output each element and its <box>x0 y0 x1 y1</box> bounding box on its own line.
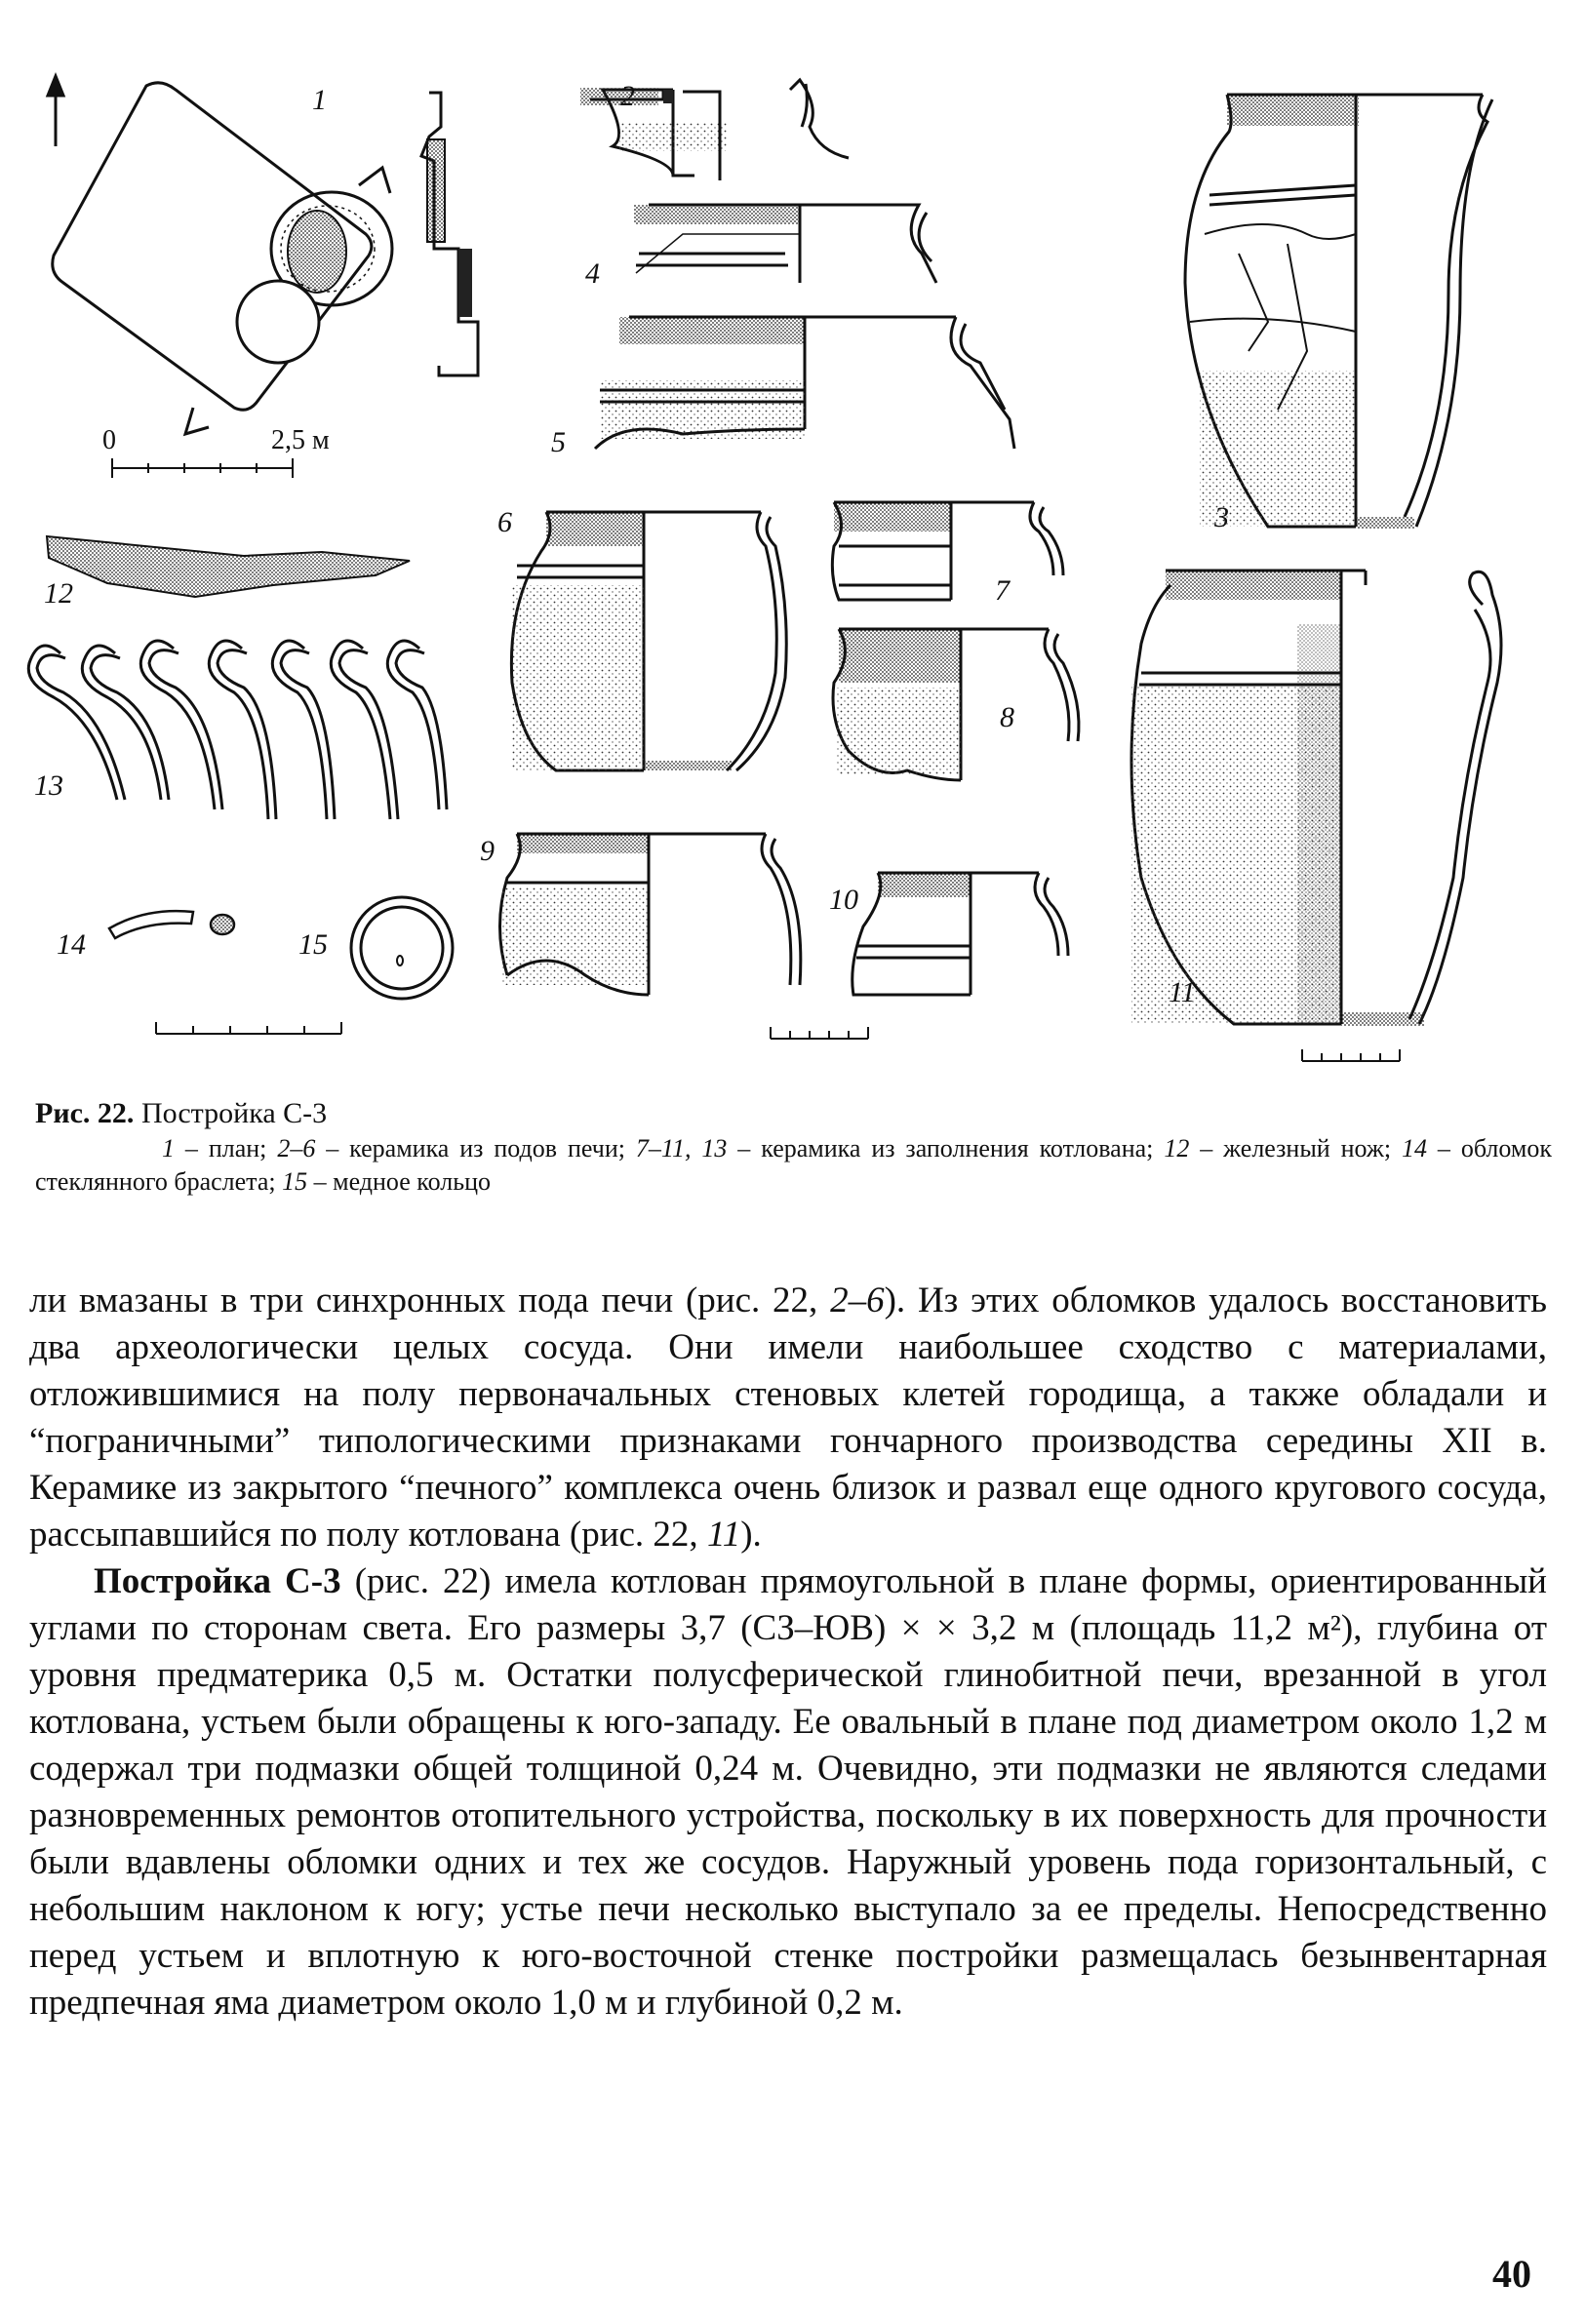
label-7: 7 <box>995 574 1010 607</box>
vessel-8 <box>833 629 1079 780</box>
page-number: 40 <box>1492 2252 1531 2296</box>
scale-bar-7-10 <box>771 1027 868 1039</box>
paragraph-text-run: ли вмазаны в три синхронных пода печи (рис. 22, <box>29 1280 831 1320</box>
caption-text-run: 15 <box>282 1167 308 1196</box>
knife-12 <box>47 536 410 597</box>
vessel-5 <box>595 317 1014 449</box>
label-9: 9 <box>480 835 495 867</box>
caption-text-run: – керамика из заполнения котлована; <box>727 1134 1165 1162</box>
vessel-3 <box>1185 95 1492 529</box>
label-6: 6 <box>497 506 512 538</box>
label-8: 8 <box>1000 701 1014 733</box>
paragraph-2 <box>29 1558 1547 2027</box>
caption-figure-number: Рис. 22. <box>35 1097 135 1129</box>
vessel-7 <box>832 502 1063 600</box>
paragraph-text-run: ). <box>740 1515 762 1555</box>
label-15: 15 <box>298 928 328 961</box>
label-2: 2 <box>620 80 635 112</box>
figure-22 <box>0 0 1586 1092</box>
paragraph-text-run: (рис. 22) имела котлован прямоугольной в плане формы, ориентированный углами по сторонам света. Его размеры 3,7 (СЗ–ЮВ) × × 3,2 м (площадь 11,2 м²), глубина от уровня предматерика 0,5 м. Остатки полусферической глинобитной печи, врезанной в угол котлована, устьем были обращены к юго-западу. Ее овальный в плане под диаметром около 1,2 м содержал три подмазки общей толщиной 0,24 м. Очевидно, эти подмазки не являются следами разновременных ремонтов отопительного устройства, поскольку в их поверхность для прочности были вдавлены обломки одних и тех же сосудов. Наружный уровень пода горизонтальный, с небольшим наклоном к югу; устье печи несколько выступало за ее пределы. Непосредственно перед устьем и вплотную к юго-восточной стенке постройки размещалась безынвентарная предпечная яма диаметром около 1,0 м и глубиной 0,2 м. <box>29 1561 1547 2023</box>
label-12: 12 <box>44 577 73 610</box>
caption-title <box>35 1097 1552 1130</box>
label-14: 14 <box>57 928 86 961</box>
caption-text-run: – план; <box>175 1134 278 1162</box>
label-13: 13 <box>34 769 63 802</box>
caption-text-run: 12 <box>1164 1134 1190 1162</box>
caption-text-run: – медное кольцо <box>307 1167 491 1196</box>
vessel-4 <box>634 205 936 283</box>
figure-caption <box>35 1097 1552 1199</box>
paragraph-1 <box>29 1278 1547 1558</box>
caption-text-run: 1 <box>162 1134 175 1162</box>
caption-body <box>35 1132 1552 1199</box>
paragraph-text-run: 11 <box>706 1515 741 1555</box>
caption-text-run: 14 <box>1402 1134 1427 1162</box>
plan-scale-end: 2,5 м <box>271 425 330 455</box>
paragraph-text-run: ). Из этих обломков удалось восстановить два археологически целых сосуда. Они имели наибольшее сходство с материалами, отложившимися на полу первоначальных стеновых клетей городища, а также обладали и “пограничными” типологическими признаками гончарного производства середины XII в. Керамике из закрытого “печного” комплекса очень близок и развал еще одного кругового сосуда, рассыпавшийся по полу котлована (рис. 22, <box>29 1280 1548 1555</box>
caption-text-run: – железный нож; <box>1189 1134 1402 1162</box>
paragraph-text-run: Постройка С-3 <box>94 1561 341 1601</box>
plan-drawing <box>48 76 392 478</box>
label-5: 5 <box>551 426 566 458</box>
label-4: 4 <box>585 257 600 290</box>
rim-profiles-13 <box>28 641 447 819</box>
vessel-6 <box>511 512 786 770</box>
caption-text-run: 2–6 <box>277 1134 316 1162</box>
caption-figure-title: Постройка С-3 <box>134 1097 328 1129</box>
vessel-10 <box>852 873 1068 995</box>
caption-text-run: – керамика из подов печи; <box>315 1134 636 1162</box>
paragraph-text-run: 2–6 <box>830 1280 885 1320</box>
vessel-11 <box>1131 571 1501 1026</box>
scale-bar-11 <box>1302 1049 1400 1061</box>
vessel-2-profile <box>790 80 849 158</box>
caption-text-run: – обломок стеклянного браслета; <box>35 1134 1552 1196</box>
ring-15 <box>351 897 453 999</box>
vessel-2 <box>580 88 727 180</box>
plan-scale-start: 0 <box>102 425 116 455</box>
plan-section <box>421 93 478 375</box>
vessel-9 <box>500 834 801 995</box>
label-11: 11 <box>1169 976 1196 1008</box>
bracelet-14 <box>109 911 234 938</box>
label-1: 1 <box>312 84 327 116</box>
scale-bar-14-15 <box>156 1022 341 1034</box>
label-10: 10 <box>829 884 858 916</box>
label-3: 3 <box>1214 501 1229 533</box>
caption-text-run: 7–11, 13 <box>635 1134 728 1162</box>
body-text <box>29 1278 1547 2027</box>
